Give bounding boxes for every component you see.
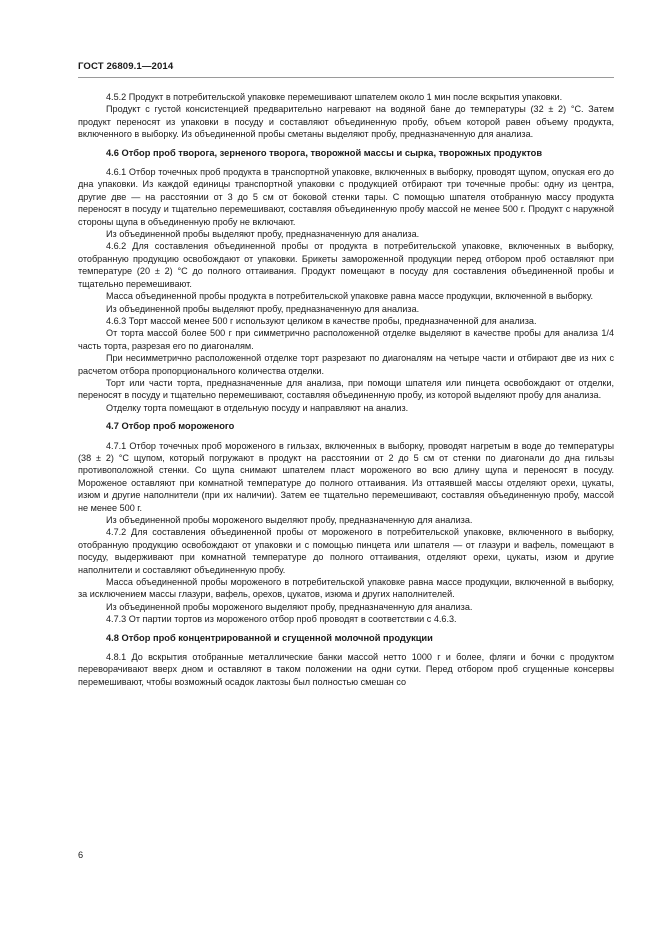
paragraph: 4.7.3 От партии тортов из мороженого отбор проб проводят в соответствии с 4.6.3. — [106, 614, 457, 625]
paragraph: Из объединенной пробы выделяют пробу, предназначенную для анализа. — [106, 303, 420, 314]
paragraph: 4.5.2 Продукт в потребительской упаковке перемешивают шпателем около 1 мин после вскрытия упаковки. — [106, 92, 563, 102]
paragraph: Отделку торта помещают в отдельную посуду и направляют на анализ. — [106, 402, 409, 413]
paragraph: 4.8.1 До вскрытия отобранные металлические банки массой нетто 1000 г и более, фляги и бочки с продуктом переворачивают вверх дном и оставляют в таком положении на одни сутки. Перед отбором проб сгущенные консервы перемешивают, чтобы возможный осадок лактозы был полностью смешан со — [78, 652, 614, 687]
paragraph: Торт или части торта, предназначенные для анализа, при помощи шпателя или пинцета освобождают от отделки, переносят в посуду и тщательно перемешивают, составляя объединенную пробу, из которой выделяют пробу для анализа. — [78, 377, 614, 401]
paragraph: При несимметрично расположенной отделке торт разрезают по диагоналям на четыре части и отбирают две из них с расчетом отбора пропорционального количества отделки. — [78, 353, 614, 376]
section-heading-4-8: 4.8 Отбор проб концентрированной и сгущенной молочной продукции — [106, 632, 433, 643]
paragraph: Из объединенной пробы мороженого выделяют пробу, предназначенную для анализа. — [106, 515, 473, 525]
section-heading-4-6: 4.6 Отбор проб творога, зерненого творога, творожной массы и сырка, творожных продуктов — [106, 147, 543, 158]
document-body — [78, 91, 614, 688]
paragraph: Продукт с густой консистенцией предварительно нагревают на водяной бане до температуры (32 ± 2) °С. Затем продукт переносят из упаковки в посуду и составляют объединенную пробу, объем которой равен объему продукта, включенного в выборку. Из объединенной пробы сметаны выделяют пробу, предназначенную для анализа. — [78, 104, 614, 140]
section-heading-4-7: 4.7 Отбор проб мороженого — [106, 421, 235, 432]
paragraph: 4.6.2 Для составления объединенной пробы от продукта в потребительской упаковке, включенных в выборку, отобранную продукцию освобождают от упаковки. Брикеты замороженной продукции перед отбором проб оставляют при температуре (20 ± 2) °С до полного оттаивания. Продукт помещают в посуду для составления объединенной пробы и тщательно перемешивают. — [78, 241, 614, 289]
paragraph: Масса объединенной пробы продукта в потребительской упаковке равна массе продукции, включенной в выборку. — [106, 291, 594, 302]
paragraph: От торта массой более 500 г при симметрично расположенной отделке выделяют в качестве пробы для анализа 1/4 часть торта, разрезая его по диагоналям. — [78, 328, 614, 351]
paragraph: 4.6.3 Торт массой менее 500 г используют целиком в качестве пробы, предназначенной для анализа. — [106, 315, 537, 326]
document-header: ГОСТ 26809.1—2014 — [78, 61, 174, 72]
paragraph: 4.7.2 Для составления объединенной пробы от мороженого в потребительской упаковке, включенного в выборку, отобранную продукцию освобождают от упаковки и с помощью пинцета или шпателя — от глазури и вафель, помещают в посуду, выдерживают при комнатной температуре до полного оттаивания, отделяют орехи, цукаты, изюм и другие наполнители и составляют объединенную пробу. — [78, 527, 614, 575]
paragraph: 4.6.1 Отбор точечных проб продукта в транспортной упаковке, включенных в выборку, проводят щупом, опуская его до дна упаковки. Из каждой единицы транспортной упаковки с продукцией отбирают три точечные пробы: одну из центра, другие две — на расстоянии от 3 до 5 см от боковой стенки тары. С помощью шпателя отобранную массу продукта переносят в посуду и тщательно перемешивают, составляя объединенную пробу массой не менее 500 г. Продукт с наружной стороны щупа в объединенную пробу не включают. — [78, 167, 614, 227]
paragraph: 4.7.1 Отбор точечных проб мороженого в гильзах, включенных в выборку, проводят нагретым в воде до температуры (38 ± 2) °С щупом, который погружают в продукт на расстоянии от 2 до 5 см от стенки по диагонали до дна гильзы противоположной стенки. Со щупа снимают шпателем пласт мороженого во всю длину щупа и переносят в посуду. Мороженое оставляют при комнатной температуре до полного оттаивания. Из оттаявшей массы отделяют орехи, цукаты, изюм и другие наполнители (при их наличии). Затем ее тщательно перемешивают, составляя объединенную пробу, массой не менее 500 г. — [78, 440, 614, 513]
header-rule — [78, 77, 614, 78]
page-number: 6 — [78, 850, 84, 860]
paragraph: Масса объединенной пробы мороженого в потребительской упаковке равна массе продукции, включенной в выборку, за исключением массы глазури, вафель, орехов, цукатов, изюма и других наполнителей. — [78, 577, 614, 600]
paragraph: Из объединенной пробы выделяют пробу, предназначенную для анализа. — [106, 229, 420, 240]
paragraph: Из объединенной пробы мороженого выделяют пробу, предназначенную для анализа. — [106, 601, 473, 612]
